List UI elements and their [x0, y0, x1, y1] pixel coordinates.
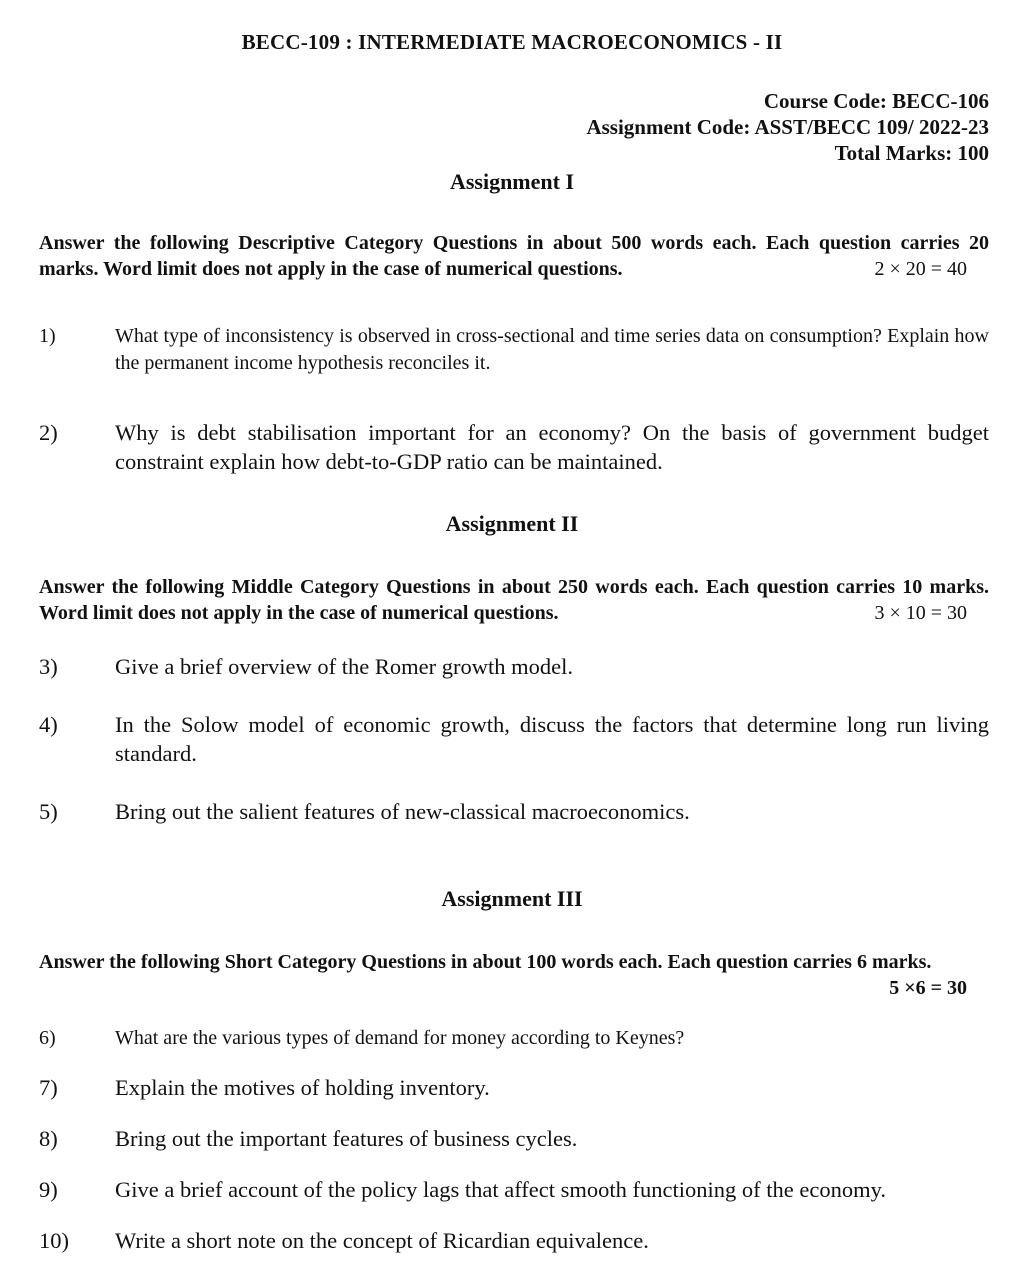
question-text: Bring out the salient features of new-classical macroeconomics. — [115, 799, 690, 824]
question-number: 6) — [39, 1027, 56, 1049]
question-number: 4) — [39, 712, 58, 737]
marks-allocation: 5 ×6 = 30 — [889, 977, 967, 999]
course-code: Course Code: BECC-106 — [763, 89, 989, 113]
instruction-text: Answer the following Short Category Questions in about 100 words each. Each question carries 6 marks. — [39, 951, 932, 973]
instruction-text: Answer the following Middle Category Questions in about 250 words each. Each question carries 10 marks. Word limit does not apply in the case of numerical questions. — [39, 576, 989, 624]
section-instruction-2 — [39, 574, 989, 626]
instruction-text: Answer the following Descriptive Category Questions in about 500 words each. Each question carries 20 marks. Word limit does not apply in the case of numerical questions. — [39, 232, 989, 280]
assignment-code: Assignment Code: ASST/BECC 109/ 2022-23 — [586, 115, 989, 139]
question-number: 2) — [39, 420, 58, 445]
question-text: Bring out the important features of business cycles. — [115, 1126, 578, 1151]
question-text: Give a brief account of the policy lags that affect smooth functioning of the economy. — [115, 1177, 887, 1202]
question-number: 3) — [39, 654, 58, 679]
question-text: Explain the motives of holding inventory. — [115, 1075, 490, 1100]
question-number: 8) — [39, 1126, 58, 1151]
marks-allocation: 2 × 20 = 40 — [874, 258, 967, 280]
section-heading-assignment-2: Assignment II — [445, 511, 579, 536]
question-number: 5) — [39, 799, 58, 824]
question-text: Why is debt stabilisation important for an economy? On the basis of government budget constraint explain how debt-to-GDP ratio can be maintained. — [115, 420, 989, 474]
question-text: What are the various types of demand for money according to Keynes? — [115, 1027, 685, 1049]
question-number: 10) — [39, 1228, 69, 1253]
question-number: 1) — [39, 325, 56, 347]
document-title: BECC-109 : INTERMEDIATE MACROECONOMICS - II — [241, 30, 783, 54]
section-heading-assignment-1: Assignment I — [449, 169, 575, 194]
section-instruction-1 — [39, 230, 989, 282]
question-number: 7) — [39, 1075, 58, 1100]
question-text: Give a brief overview of the Romer growth model. — [115, 654, 573, 679]
question-text: Write a short note on the concept of Ricardian equivalence. — [115, 1228, 649, 1253]
marks-allocation: 3 × 10 = 30 — [874, 602, 967, 624]
section-heading-assignment-3: Assignment III — [441, 886, 583, 911]
total-marks: Total Marks: 100 — [834, 141, 989, 165]
question-number: 9) — [39, 1177, 58, 1202]
section-instruction-3 — [39, 949, 989, 999]
question-text: What type of inconsistency is observed in cross-sectional and time series data on consumption? Explain how the permanent income hypothesis reconciles it. — [115, 325, 989, 374]
question-text: In the Solow model of economic growth, discuss the factors that determine long run living standard. — [115, 712, 989, 766]
